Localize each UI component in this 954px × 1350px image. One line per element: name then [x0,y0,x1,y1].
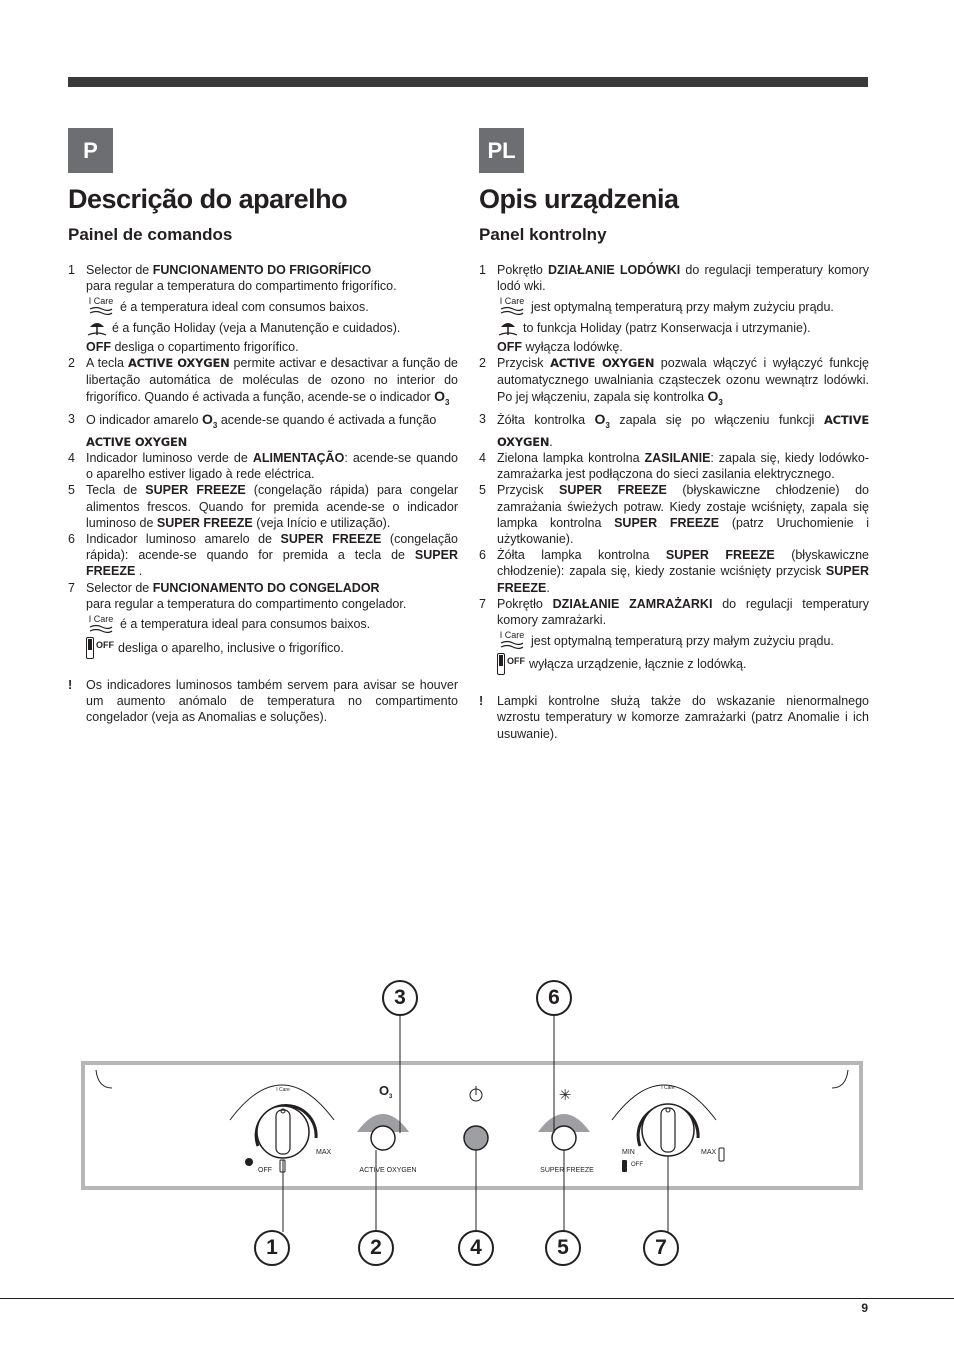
off-switch-icon: OFF [497,653,525,675]
svg-text:ACTIVE OXYGEN: ACTIVE OXYGEN [359,1167,417,1174]
list-item: 4 Zielona lampka kontrolna ZASILANIE: zapala się, kiedy lodówko-zamrażarka jest podłączona do sieci zasilania elektrycznego. [479,451,870,482]
holiday-icon [497,319,519,337]
svg-text:I Care: I Care [276,1087,290,1093]
active-oxygen-icon: ACTIVE OXYGEN [550,356,655,371]
off-icon: OFF [497,340,522,355]
o3-icon: $O_3$ [594,410,610,430]
section-title: Descrição do aparelho [68,184,348,214]
icare-icon: I Care [86,297,116,316]
svg-text:MIN: MIN [622,1149,635,1156]
icare-icon: I Care [497,297,527,316]
icare-icon: I Care [86,615,116,634]
callout-5: 5 [545,1230,581,1266]
list-item: 2 A tecla ACTIVE OXYGEN permite activar e desactivar a função de libertação automática de moléculas de ozono no interior do frigorífico. Quando é activada a função, acende-se o indicador $O_3$ [68,356,458,407]
svg-text:✳: ✳ [558,1086,572,1104]
list-item: 6 Indicador luminoso amarelo de SUPER FREEZE (congelação rápida): acende-se quando for premida a tecla de SUPER FREEZE . [68,532,459,579]
active-oxygen-icon: ACTIVE OXYGEN [86,434,188,449]
section-subtitle: Painel de comandos [68,224,233,244]
column-portuguese [68,128,458,726]
svg-text:MAX: MAX [316,1149,332,1156]
o3-icon: $O_3$ [707,387,723,407]
list-item: 5 Tecla de SUPER FREEZE (congelação rápida) para congelar alimentos frescos. Quando for premida acende-se o indicador luminoso de SUPER FREEZE (veja Início e utilização). [68,483,459,530]
o3-icon: $O_3$ [202,410,218,430]
list-item: 3 O indicador amarelo $O_3$ acende-se quando é activada a função ACTIVE OXYGEN [68,410,437,449]
list-item: 5 Przycisk SUPER FREEZE (błyskawiczne chłodzenie) do zamrażania świeżych potraw. Kiedy zostaje wciśnięty, zapala się lampka kontrolna SUPER FREEZE (patrz Uruchomienie i użytkowanie). [479,483,870,547]
holiday-icon [86,319,108,337]
svg-text:SUPER FREEZE: SUPER FREEZE [540,1167,594,1174]
list-item: 7 Selector de FUNCIONAMENTO DO CONGELADOR para regular a temperatura do compartimento congelador. I Care é a temperatura ideal para consumos baixos. OFF desliga o aparelho, inclusive o frigorífico. [68,580,458,659]
o3-icon: $O_3$ [434,387,450,407]
controls-list [68,262,458,659]
callout-4: 4 [458,1230,494,1266]
header-rule [68,77,868,87]
list-item: 3 Żółta kontrolka $O_3$ zapala się po włączeniu funkcji ACTIVE OXYGEN. [479,410,869,449]
callout-3: 3 [382,980,418,1016]
list-item: 7 Pokrętło DZIAŁANIE ZAMRAŻARKI do regulacji temperatury komory zamrażarki. I Care jest optymalną temperaturą przy małym zużyciu prądu. OFF wyłącza urządzenie, łącznie z lodówką. [479,596,869,675]
svg-text:I Care: I Care [661,1085,675,1091]
list-item: 1 Pokrętło DZIAŁANIE LODÓWKI do regulacji temperatury komory lodó wki. I Care jest optymalną temperaturą przy małym zużyciu prądu. to funkcja Holiday (patrz Konserwacja i utrzymanie). OFF wyłącza lodówkę. [479,262,869,355]
svg-text:OFF: OFF [631,1162,643,1168]
off-switch-icon: OFF [86,637,114,659]
warning-note: ! Lampki kontrolne służą także do wskazanie nienormalnego wzrostu temperatury w komorze zamrażarki (patrz Anomalie i ich usuwanie). [479,694,869,741]
svg-text:O: O [379,1083,390,1098]
off-icon: OFF [86,340,111,355]
active-oxygen-icon: ACTIVE OXYGEN [127,356,230,371]
footer-rule [0,1298,954,1299]
list-item: 1 Selector de FUNCIONAMENTO DO FRIGORÍFICO para regular a temperatura do compartimento frigorífico. I Care é a temperatura ideal com consumos baixos. é a função Holiday (veja a Manutenção e cuidados). OFF desliga o copartimento frigorífico. [68,262,401,355]
svg-text:3: 3 [389,1094,393,1100]
language-badge: PL [479,128,524,173]
warning-note: ! Os indicadores luminosos também servem para avisar se houver um aumento anómalo de temperatura no compartimento congelador (veja as Anomalias e soluções). [68,678,458,725]
list-item: 2 Przycisk ACTIVE OXYGEN pozwala włączyć i wyłączyć funkcję automatycznego uwalniania cząsteczek ozonu wewnątrz lodówki. Po jej włączeniu, zapala się kontrolka $O_3$ [479,356,870,407]
active-oxygen-icon: ACTIVE OXYGEN [497,412,869,449]
controls-list [479,262,869,675]
control-panel-diagram [0,970,954,1280]
language-badge: P [68,128,113,173]
callout-6: 6 [536,980,572,1016]
list-item: 4 Indicador luminoso verde de ALIMENTAÇÃO: acende-se quando o aparelho estiver ligado à rede eléctrica. [68,451,458,482]
section-title: Opis urządzenia [479,184,679,214]
svg-text:MAX: MAX [701,1149,717,1156]
callout-2: 2 [358,1230,394,1266]
svg-text:OFF: OFF [258,1167,272,1174]
column-polish [479,128,869,742]
icare-icon: I Care [497,631,527,650]
section-subtitle: Panel kontrolny [479,224,607,244]
list-item: 6 Żółta lampka kontrolna SUPER FREEZE (błyskawiczne chłodzenie): zapala się, kiedy zostanie wciśnięty przycisk SUPER FREEZE. [479,548,869,595]
page-number: 9 [861,1301,868,1315]
callout-7: 7 [643,1230,679,1266]
callout-1: 1 [254,1230,290,1266]
